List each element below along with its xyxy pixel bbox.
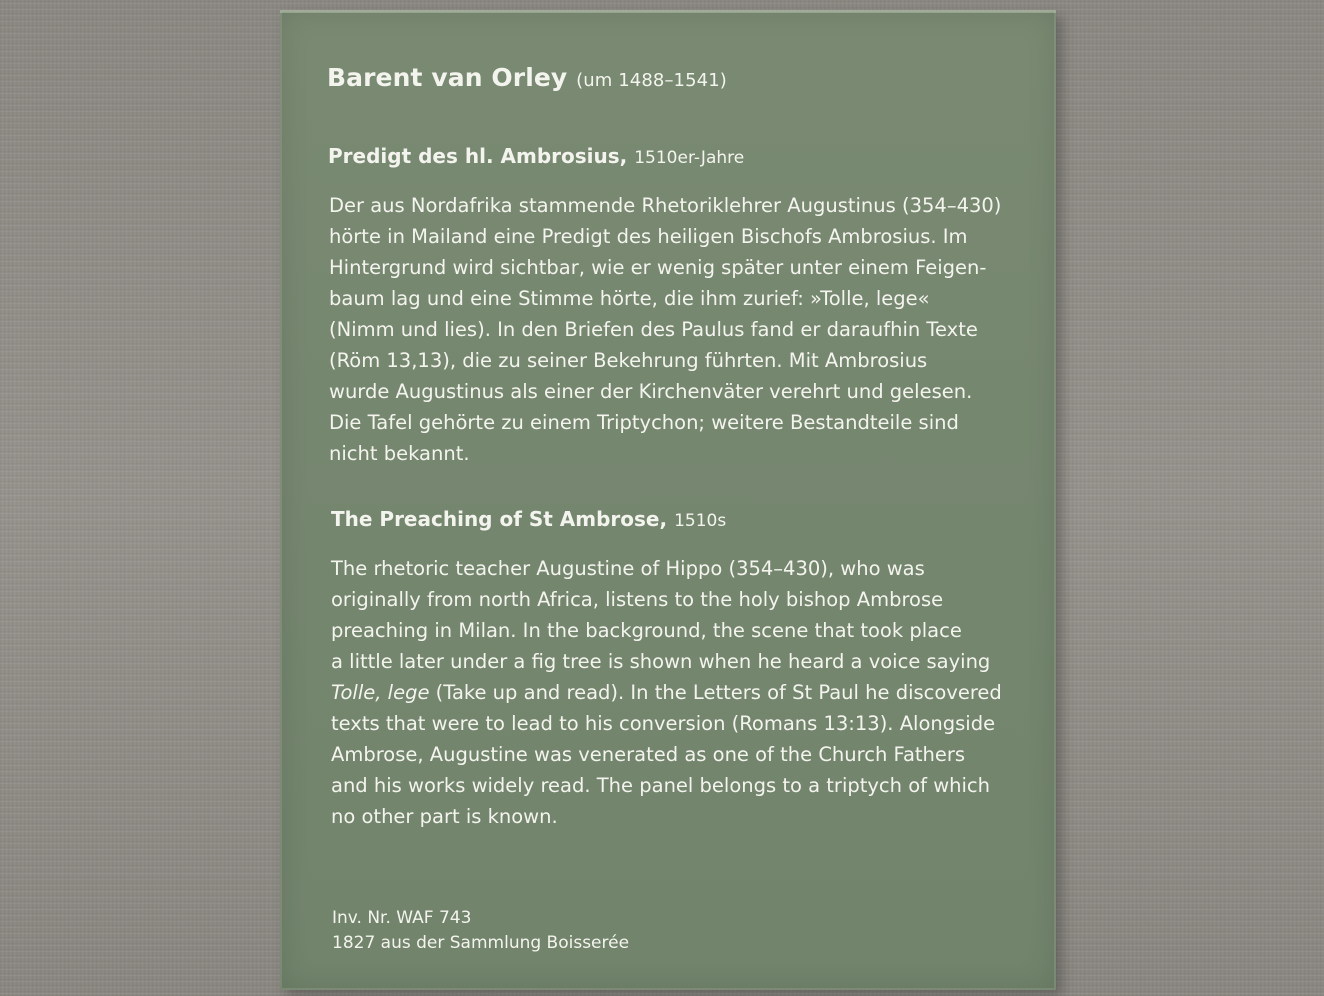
english-line: and his works widely read. The panel belongs to a triptych of which xyxy=(331,774,991,797)
german-title xyxy=(328,144,744,168)
german-line: baum lag und eine Stimme hörte, die ihm zurief: »Tolle, lege« xyxy=(329,287,930,310)
provenance: 1827 aus der Sammlung Boisserée xyxy=(332,933,630,953)
english-line: no other part is known. xyxy=(331,805,558,828)
english-line: preaching in Milan. In the background, the scene that took place xyxy=(331,619,962,642)
german-line: Hintergrund wird sichtbar, wie er wenig später unter einem Feigen- xyxy=(329,256,987,279)
english-line: texts that were to lead to his conversion (Romans 13:13). Alongside xyxy=(331,712,996,735)
museum-label-panel xyxy=(280,10,1056,990)
artist-dates: (um 1488–1541) xyxy=(576,70,727,91)
german-line: (Nimm und lies). In den Briefen des Paulus fand er daraufhin Texte xyxy=(329,318,978,341)
german-line: nicht bekannt. xyxy=(329,442,470,465)
german-line: Der aus Nordafrika stammende Rhetoriklehrer Augustinus (354–430) xyxy=(329,194,1002,217)
german-line: (Röm 13,13), die zu seiner Bekehrung führten. Mit Ambrosius xyxy=(329,349,928,372)
german-line: Die Tafel gehörte zu einem Triptychon; weitere Bestandteile sind xyxy=(329,411,959,434)
artist-heading xyxy=(327,63,727,92)
english-description xyxy=(331,553,1021,832)
english-line: originally from north Africa, listens to the holy bishop Ambrose xyxy=(331,588,944,611)
english-line: a little later under a fig tree is shown when he heard a voice saying xyxy=(331,650,991,673)
german-title-year: 1510er-Jahre xyxy=(634,148,745,168)
artist-name: Barent van Orley xyxy=(327,63,568,92)
german-line: hörte in Mailand eine Predigt des heiligen Bischofs Ambrosius. Im xyxy=(329,225,968,248)
english-line: The rhetoric teacher Augustine of Hippo (354–430), who was xyxy=(331,557,925,580)
english-title-text: The Preaching of St Ambrose, xyxy=(331,507,668,531)
label-footer xyxy=(332,906,629,956)
panel-edge xyxy=(280,10,1056,13)
english-title xyxy=(331,507,726,531)
german-title-text: Predigt des hl. Ambrosius, xyxy=(328,144,628,168)
german-description xyxy=(329,190,1019,469)
english-title-year: 1510s xyxy=(674,511,727,531)
english-line-italic-phrase xyxy=(331,677,1021,708)
german-line: wurde Augustinus als einer der Kirchenväter verehrt und gelesen. xyxy=(329,380,973,403)
english-line: Ambrose, Augustine was venerated as one of the Church Fathers xyxy=(331,743,966,766)
inventory-number: Inv. Nr. WAF 743 xyxy=(332,908,472,928)
italic-quote: Tolle, lege xyxy=(331,681,430,704)
english-line-rest: (Take up and read). In the Letters of St Paul he discovered xyxy=(429,681,1002,704)
